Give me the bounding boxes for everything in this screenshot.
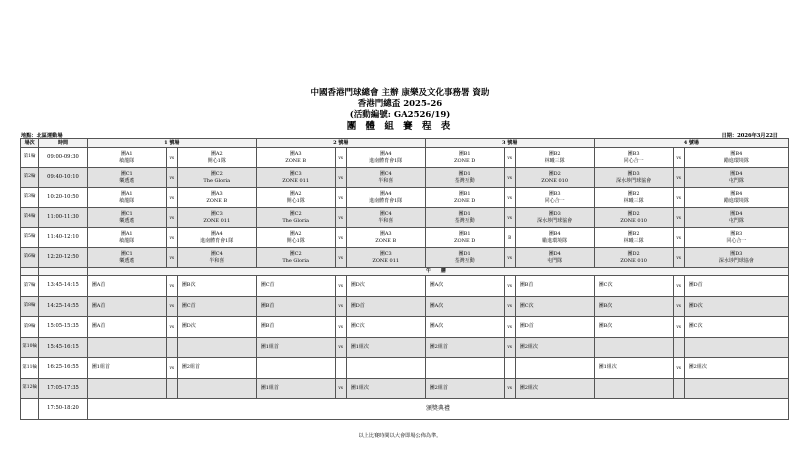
team-cell (177, 378, 256, 399)
vs-label: vs (504, 296, 515, 317)
vs-label (504, 358, 515, 379)
vs-label: vs (335, 208, 346, 228)
group-code: 團D4 (730, 170, 743, 177)
team-name: 林曦三隊 (544, 157, 565, 164)
team-cell: 團B首 (256, 296, 335, 317)
vs-label: vs (335, 378, 346, 399)
team-cell (515, 248, 594, 268)
team-cell (594, 378, 673, 399)
team-cell (594, 337, 673, 358)
ceremony-row (21, 399, 789, 420)
group-code: 團D1 (458, 250, 471, 257)
team-cell (87, 148, 166, 168)
vs-label: vs (504, 148, 515, 168)
vs-label: vs (335, 296, 346, 317)
vs-label: vs (504, 168, 515, 188)
vs-label: vs (673, 317, 684, 338)
group-code: 團D1 (458, 170, 471, 177)
vs-label: vs (166, 188, 177, 208)
schedule-table (20, 138, 789, 420)
team-name: 勵進環境隊 (542, 237, 568, 244)
team-cell: 團2組首 (425, 337, 504, 358)
group-code: 團A4 (210, 230, 223, 237)
vs-label (166, 378, 177, 399)
team-cell: 團A首 (87, 296, 166, 317)
team-cell: 團2組首 (177, 358, 256, 379)
team-cell: 團2組首 (425, 378, 504, 399)
vs-label (673, 337, 684, 358)
group-code: 團C4 (379, 170, 392, 177)
event-title: 香港門總盃 2025-26 (357, 99, 443, 109)
group-code: 團A3 (379, 230, 392, 237)
team-name: 同心合一 (726, 237, 747, 244)
team-cell: 團C次 (684, 317, 788, 338)
team-name: 林曦三隊 (623, 197, 644, 204)
team-cell (684, 168, 788, 188)
team-cell: 團C次 (346, 317, 425, 338)
schedule-title: 團 體 組 賽 程 表 (346, 121, 454, 132)
vs-label: vs (504, 188, 515, 208)
group-code: 團C4 (379, 210, 392, 217)
round-time: 13:45-14:15 (39, 276, 88, 297)
vs-label: vs (673, 248, 684, 268)
team-name: 屯門隊 (728, 177, 744, 184)
team-cell: 團D首 (346, 296, 425, 317)
team-cell: 團1組首 (256, 378, 335, 399)
group-code: 團A1 (120, 190, 133, 197)
team-cell (515, 168, 594, 188)
group-code: 團B1 (458, 190, 471, 197)
round-time: 09:40-10:10 (39, 168, 88, 188)
table-row (21, 296, 789, 317)
group-code: 團B4 (730, 190, 743, 197)
team-cell (515, 228, 594, 248)
team-cell (346, 188, 425, 208)
team-cell: 團A次 (425, 317, 504, 338)
team-cell (425, 168, 504, 188)
team-cell (177, 228, 256, 248)
group-code: 團A2 (210, 150, 223, 157)
group-code: 團A1 (120, 230, 133, 237)
footer-note: 以上比賽時間以大會即場公佈為準。 (358, 433, 442, 439)
team-name: 同心合一 (544, 197, 565, 204)
group-code: 團B2 (548, 150, 561, 157)
team-cell (256, 248, 335, 268)
round-time: 10:20-10:50 (39, 188, 88, 208)
team-name: 勵進環境隊 (723, 157, 749, 164)
team-cell (87, 208, 166, 228)
team-cell (425, 208, 504, 228)
team-cell (594, 148, 673, 168)
round-time: 17:05-17:35 (39, 378, 88, 399)
vs-label: vs (166, 296, 177, 317)
vs-label: vs (504, 248, 515, 268)
team-name: 屯門隊 (547, 257, 563, 264)
vs-label: vs (166, 168, 177, 188)
group-code: 團C3 (289, 170, 302, 177)
team-name: 半和喜 (209, 257, 225, 264)
vs-label: vs (504, 337, 515, 358)
team-cell (594, 208, 673, 228)
round-label: 第12輪 (21, 378, 39, 399)
team-cell (177, 208, 256, 228)
team-name: 開心1隊 (207, 157, 226, 164)
team-cell (87, 168, 166, 188)
team-cell (425, 188, 504, 208)
group-code: 團A4 (379, 190, 392, 197)
team-cell (177, 148, 256, 168)
team-name: ZONE 011 (282, 177, 310, 184)
team-name: 深水埗門球協會 (537, 217, 573, 224)
vs-label: vs (166, 358, 177, 379)
group-code: 團D3 (730, 250, 743, 257)
team-cell: 團B次 (594, 296, 673, 317)
group-code: 團B3 (627, 150, 640, 157)
team-cell (177, 248, 256, 268)
vs-label: vs (673, 358, 684, 379)
team-cell (346, 228, 425, 248)
team-cell (594, 248, 673, 268)
team-name: 開心1隊 (286, 237, 305, 244)
team-name: 屯門隊 (728, 217, 744, 224)
team-cell: 團D次 (684, 296, 788, 317)
team-name: 敏龍隊 (119, 197, 135, 204)
round-time: 15:45-16:15 (39, 337, 88, 358)
team-cell (256, 358, 335, 379)
team-name: The Gloria (203, 177, 231, 184)
team-cell (684, 248, 788, 268)
date-label: 日期：2026年3月22日 (721, 133, 778, 139)
team-cell: 團2組次 (515, 337, 594, 358)
team-cell: 團B首 (256, 317, 335, 338)
team-cell (684, 378, 788, 399)
table-row (21, 148, 789, 168)
team-cell: 團1組次 (594, 358, 673, 379)
vs-label (335, 358, 346, 379)
table-row (21, 378, 789, 399)
group-code: 團C2 (289, 210, 302, 217)
team-cell (425, 248, 504, 268)
vs-label: vs (673, 148, 684, 168)
vs-label: B (504, 228, 515, 248)
team-cell (87, 248, 166, 268)
team-name: 荃灣互動 (454, 217, 475, 224)
group-code: 團C3 (210, 210, 223, 217)
team-cell: 團D次 (346, 276, 425, 297)
round-time: 16:25-16:55 (39, 358, 88, 379)
team-name: The Gloria (282, 217, 310, 224)
vs-label: vs (335, 276, 346, 297)
round-label: 第2輪 (21, 168, 39, 188)
team-cell (346, 358, 425, 379)
team-name: 半和喜 (378, 177, 394, 184)
team-cell (515, 208, 594, 228)
team-name: 林曦三隊 (623, 237, 644, 244)
group-code: 團B3 (548, 190, 561, 197)
round-time: 15:05-15:35 (39, 317, 88, 338)
vs-label: vs (335, 188, 346, 208)
round-time: 11:40-12:10 (39, 228, 88, 248)
round-label: 第4輪 (21, 208, 39, 228)
group-code: 團A1 (120, 150, 133, 157)
ceremony-label: 頒獎典禮 (87, 399, 788, 420)
team-cell: 團D首 (684, 276, 788, 297)
time-header: 時間 (39, 139, 88, 148)
team-cell (425, 358, 504, 379)
team-name: 進南體育會1隊 (200, 237, 234, 244)
event-code: (活動編號: GA2526/19) (349, 110, 451, 120)
team-cell (425, 148, 504, 168)
field-header: 4 號場 (594, 139, 788, 148)
team-cell: 團A首 (87, 276, 166, 297)
team-cell: 團A次 (425, 276, 504, 297)
team-cell (256, 148, 335, 168)
team-cell (87, 337, 166, 358)
team-cell (346, 148, 425, 168)
team-name: ZONE B (375, 237, 397, 244)
team-cell: 團1組次 (346, 378, 425, 399)
team-name: ZONE 010 (541, 177, 569, 184)
group-code: 團B3 (730, 230, 743, 237)
team-cell: 團D次 (177, 317, 256, 338)
vs-label: vs (504, 208, 515, 228)
team-cell: 團2組次 (684, 358, 788, 379)
team-cell (515, 358, 594, 379)
vs-label: vs (335, 337, 346, 358)
team-name: 深水埗門球協會 (718, 257, 754, 264)
team-name: ZONE D (454, 237, 476, 244)
organizer-line: 中國香港門球總會 主辦 康樂及文化事務署 資助 (310, 88, 490, 98)
group-code: 團D3 (627, 170, 640, 177)
team-name: 樂透遙 (119, 257, 135, 264)
team-name: ZONE 010 (620, 257, 647, 264)
vs-label: vs (166, 228, 177, 248)
team-cell (515, 148, 594, 168)
team-cell: 團B次 (594, 317, 673, 338)
group-code: 團C1 (120, 250, 133, 257)
team-name: 開心1隊 (286, 197, 305, 204)
team-cell (87, 228, 166, 248)
team-cell (684, 337, 788, 358)
team-name: 敏龍隊 (119, 237, 135, 244)
vs-label: vs (166, 248, 177, 268)
group-code: 團D1 (458, 210, 471, 217)
vs-label: vs (166, 276, 177, 297)
group-code: 團A3 (210, 190, 223, 197)
team-cell: 團C首 (256, 276, 335, 297)
team-name: 荃灣互動 (454, 257, 475, 264)
vs-label (673, 378, 684, 399)
team-cell: 團C次 (515, 296, 594, 317)
group-code: 團D4 (548, 250, 561, 257)
vs-label: vs (673, 208, 684, 228)
round-time: 12:20-12:50 (39, 248, 88, 268)
group-code: 團C4 (210, 250, 223, 257)
team-cell (87, 378, 166, 399)
team-cell (177, 168, 256, 188)
vs-label: vs (504, 317, 515, 338)
vs-label: vs (335, 317, 346, 338)
group-code: 團A4 (379, 150, 392, 157)
team-name: ZONE B (206, 197, 228, 204)
team-name: The Gloria (282, 257, 310, 264)
table-row (21, 248, 789, 268)
round-time: 14:25-14:55 (39, 296, 88, 317)
team-name: 半和喜 (378, 217, 394, 224)
group-code: 團D3 (548, 210, 561, 217)
vs-label: vs (335, 228, 346, 248)
team-cell: 團C首 (177, 296, 256, 317)
team-name: 進南體育會1隊 (369, 157, 403, 164)
table-row (21, 168, 789, 188)
vs-label: vs (673, 276, 684, 297)
team-cell (684, 188, 788, 208)
vs-label (166, 337, 177, 358)
lunch-row (21, 268, 789, 276)
round-label: 第8輪 (21, 296, 39, 317)
round-header: 場次 (21, 139, 39, 148)
group-code: 團B2 (627, 190, 640, 197)
team-cell: 團A次 (425, 296, 504, 317)
team-cell (594, 168, 673, 188)
team-name: 進南體育會1隊 (369, 197, 403, 204)
team-cell: 團D首 (515, 317, 594, 338)
vs-label: vs (673, 188, 684, 208)
group-code: 團D2 (627, 250, 640, 257)
team-cell: 團1組首 (256, 337, 335, 358)
team-name: 深水埗門球協會 (616, 177, 652, 184)
group-code: 團C1 (120, 210, 133, 217)
team-cell (346, 208, 425, 228)
round-label: 第11輪 (21, 358, 39, 379)
vs-label: vs (335, 148, 346, 168)
group-code: 團A2 (289, 230, 302, 237)
round-label: 第7輪 (21, 276, 39, 297)
group-code: 團B1 (458, 230, 471, 237)
team-name: 樂透遙 (119, 177, 135, 184)
round-label: 第1輪 (21, 148, 39, 168)
group-code: 團A2 (289, 190, 302, 197)
group-code: 團C3 (379, 250, 392, 257)
team-cell (594, 228, 673, 248)
team-name: 樂透遙 (119, 217, 135, 224)
team-cell (256, 188, 335, 208)
round-label: 第6輪 (21, 248, 39, 268)
round-time: 09:00-09:30 (39, 148, 88, 168)
group-code: 團C2 (210, 170, 223, 177)
team-cell: 團A首 (87, 317, 166, 338)
team-name: 敏龍隊 (119, 157, 135, 164)
table-row (21, 358, 789, 379)
round-time: 11:00-11:30 (39, 208, 88, 228)
table-row (21, 208, 789, 228)
team-cell (684, 148, 788, 168)
team-cell (256, 168, 335, 188)
team-cell: 團C次 (594, 276, 673, 297)
team-cell (177, 337, 256, 358)
vs-label: vs (335, 248, 346, 268)
vs-label: vs (335, 168, 346, 188)
team-cell: 團2組次 (515, 378, 594, 399)
vs-label: vs (673, 168, 684, 188)
team-cell: 團B首 (515, 276, 594, 297)
team-cell: 團1組次 (346, 337, 425, 358)
vs-label: vs (673, 228, 684, 248)
ceremony-time: 17:50-18:20 (39, 399, 88, 420)
team-name: ZONE D (454, 197, 476, 204)
round-label: 第9輪 (21, 317, 39, 338)
table-row (21, 337, 789, 358)
team-name: 荃灣互動 (454, 177, 475, 184)
team-cell (684, 208, 788, 228)
team-cell (177, 188, 256, 208)
round-label: 第3輪 (21, 188, 39, 208)
group-code: 團A3 (289, 150, 302, 157)
vs-label: vs (673, 296, 684, 317)
round-label: 第5輪 (21, 228, 39, 248)
team-name: ZONE B (285, 157, 307, 164)
team-cell (346, 168, 425, 188)
vs-label: vs (504, 276, 515, 297)
table-header-row (21, 139, 789, 148)
vs-label: vs (166, 148, 177, 168)
team-name: 同心合一 (623, 157, 644, 164)
team-cell (87, 188, 166, 208)
group-code: 團B4 (730, 150, 743, 157)
group-code: 團D2 (548, 170, 561, 177)
team-cell (256, 208, 335, 228)
team-name: ZONE 010 (620, 217, 647, 224)
team-cell: 團B次 (177, 276, 256, 297)
team-name: ZONE 011 (372, 257, 400, 264)
vs-label: vs (504, 378, 515, 399)
field-header: 3 號場 (425, 139, 594, 148)
vs-label: vs (166, 208, 177, 228)
group-code: 團C1 (120, 170, 133, 177)
group-code: 團B4 (548, 230, 561, 237)
vs-label: vs (166, 317, 177, 338)
field-header: 1 號場 (87, 139, 256, 148)
field-header: 2 號場 (256, 139, 425, 148)
team-name: 勵進環境隊 (723, 197, 749, 204)
table-row (21, 228, 789, 248)
group-code: 團C2 (289, 250, 302, 257)
team-name: ZONE D (454, 157, 476, 164)
team-cell (515, 188, 594, 208)
group-code: 團B2 (627, 230, 640, 237)
group-code: 團D4 (730, 210, 743, 217)
group-code: 團B1 (458, 150, 471, 157)
venue-label: 地點：北區運動場 (21, 133, 63, 139)
round-label: 第10輪 (21, 337, 39, 358)
team-cell (346, 248, 425, 268)
team-cell: 團1組首 (87, 358, 166, 379)
table-row (21, 317, 789, 338)
group-code: 團D2 (627, 210, 640, 217)
team-name: ZONE 011 (203, 217, 231, 224)
team-cell (256, 228, 335, 248)
table-row (21, 188, 789, 208)
team-cell (684, 228, 788, 248)
table-row (21, 276, 789, 297)
lunch-label: 午 膳 (87, 268, 788, 276)
team-cell (425, 228, 504, 248)
team-cell (594, 188, 673, 208)
